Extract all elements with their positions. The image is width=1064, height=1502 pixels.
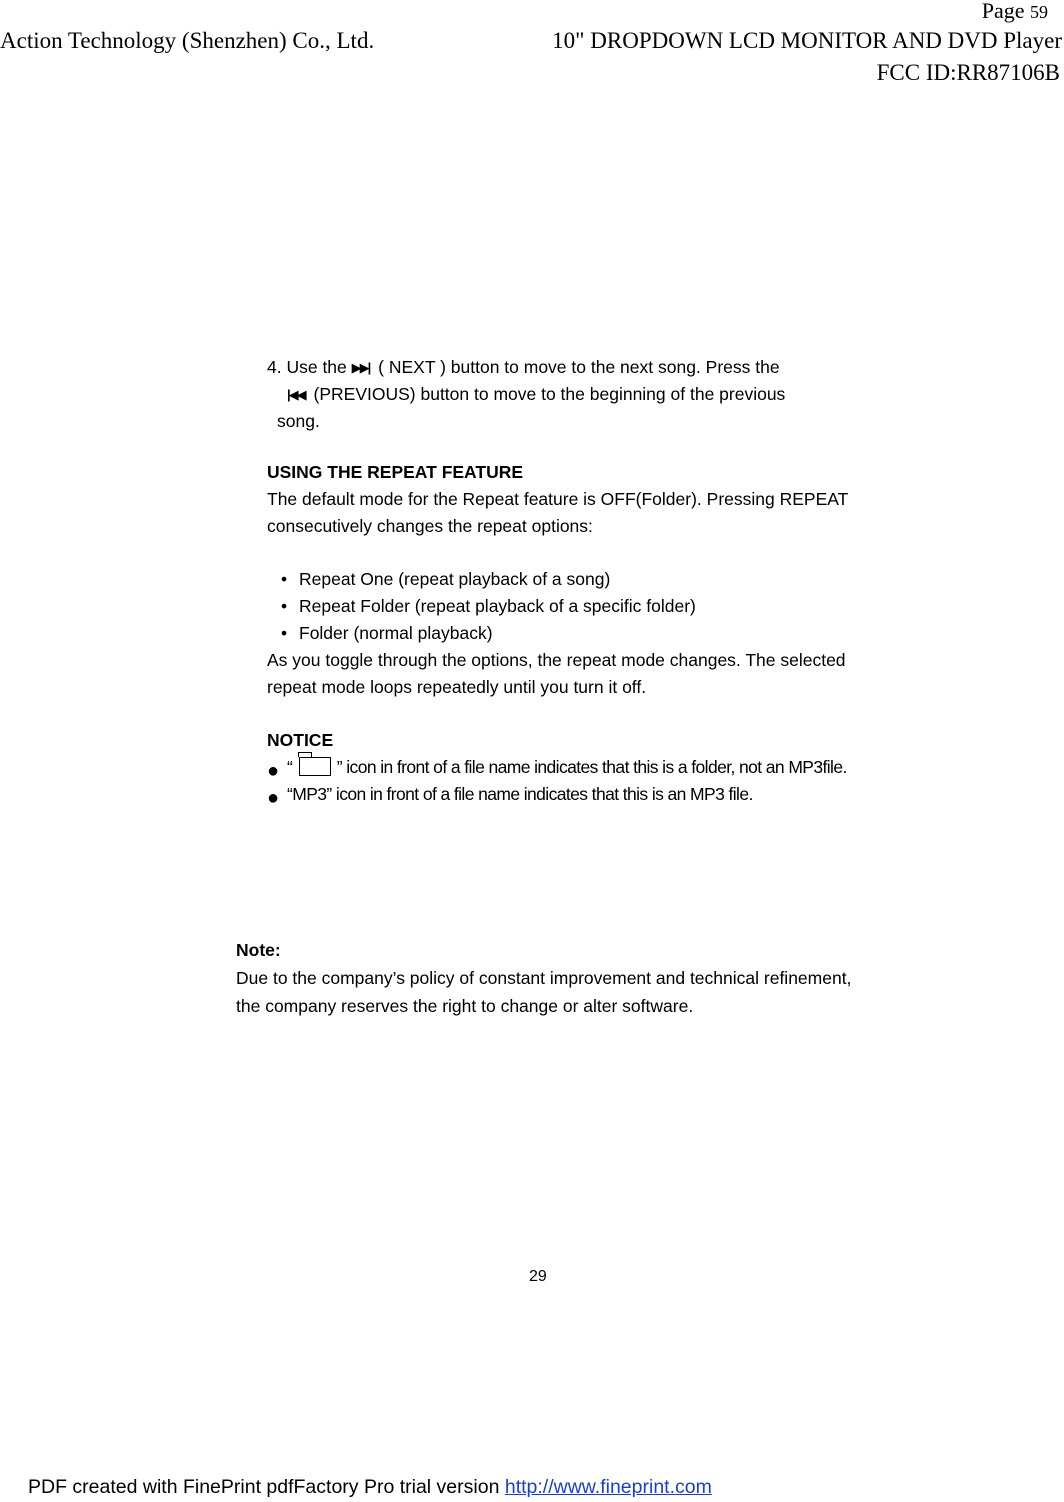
notice-heading: NOTICE (267, 730, 334, 750)
bullet-icon: ● (267, 760, 279, 782)
repeat-section (267, 459, 857, 701)
repeat-intro: The default mode for the Repeat feature is OFF(Folder). Pressing REPEAT consecutively changes the repeat options: (267, 489, 848, 536)
note-text: Due to the company’s policy of constant improvement and technical refinement, the company reserves the right to change or alter software. (236, 968, 852, 1016)
note-section (236, 936, 856, 1020)
notice-item-folder (267, 754, 857, 781)
step4-line3: song. (277, 411, 320, 431)
notice-item-mp3 (267, 781, 857, 808)
notice-list (267, 754, 857, 808)
repeat-options-list (267, 566, 857, 647)
step-4 (267, 354, 857, 435)
manual-page-number: 29 (529, 1268, 547, 1285)
footer-text: PDF created with FinePrint pdfFactory Pro trial version (28, 1476, 500, 1498)
bullet-icon: ● (267, 787, 279, 809)
company-name: Action Technology (Shenzhen) Co., Ltd. (0, 28, 375, 53)
repeat-option: • Folder (normal playback) (281, 620, 857, 647)
next-icon: ▶▶| (351, 360, 370, 375)
page-label: Page (981, 0, 1025, 23)
footer-link[interactable]: http://www.fineprint.com (504, 1476, 712, 1498)
notice-item1-close: ” icon in front of a file name indicates that this is a folder, not an MP3file. (336, 757, 847, 777)
pdf-footer (28, 1476, 712, 1499)
product-title: 10" DROPDOWN LCD MONITOR AND DVD Player (552, 28, 1062, 53)
step4-line1-post: ( NEXT ) button to move to the next song. Press the (378, 357, 780, 377)
step4-line2: (PREVIOUS) button to move to the beginning of the previous (313, 384, 786, 404)
note-heading: Note: (236, 940, 281, 960)
header-page-label (982, 0, 1048, 24)
notice-item2: “MP3” icon in front of a file name indicates that this is an MP3 file. (287, 784, 753, 804)
repeat-toggle-text: As you toggle through the options, the repeat mode changes. The selected repeat mode loops repeatedly until you turn it off. (267, 650, 846, 697)
repeat-heading: USING THE REPEAT FEATURE (267, 462, 524, 482)
notice-section (267, 727, 857, 808)
notice-item1-open: “ (287, 757, 293, 777)
manual-content (267, 354, 857, 808)
fcc-id: FCC ID:RR87106B (876, 60, 1060, 85)
previous-icon: |◀◀ (287, 387, 305, 402)
repeat-option: • Repeat One (repeat playback of a song) (281, 566, 857, 593)
repeat-option: • Repeat Folder (repeat playback of a specific folder) (281, 593, 857, 620)
page-number: 59 (1030, 2, 1048, 22)
folder-icon (299, 757, 331, 776)
step4-line1-pre: 4. Use the (267, 357, 347, 377)
